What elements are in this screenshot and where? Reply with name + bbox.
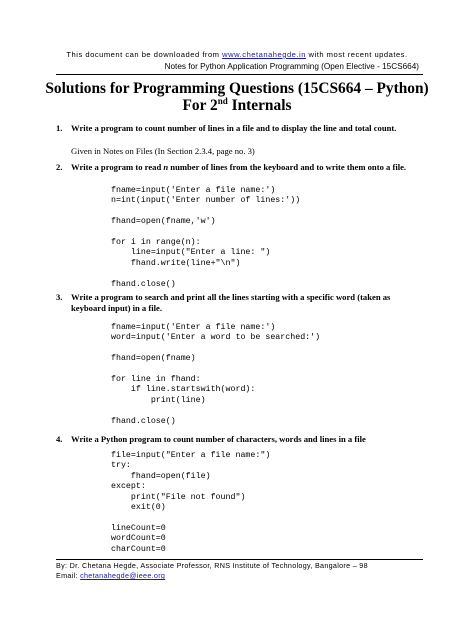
code-block-4: file=input("Enter a file name:") try: fhand=open(file) except: print("File not found") exit(0) lineCount=0 wordCount=0 charCount=0: [111, 451, 271, 554]
question-number: 2.: [56, 162, 63, 172]
download-notice: [0, 50, 474, 59]
title-line-2-post: Internals: [227, 97, 292, 114]
question-number: 3.: [56, 292, 63, 302]
question-1: [56, 123, 424, 134]
question-3: [56, 292, 424, 314]
footer-email-prefix: Email:: [56, 571, 81, 580]
question-text: [71, 162, 424, 173]
header-divider: [56, 74, 423, 75]
question-text: Write a program to search and print all the lines starting with a specific word (taken as keyboard input) in a file.: [71, 292, 391, 313]
question-1-note: Given in Notes on Files (In Section 2.3.4, page no. 3): [71, 146, 255, 156]
header-subtitle: Notes for Python Application Programming (Open Elective - 15CS664): [164, 62, 419, 71]
question-text: Write a program to count number of lines in a file and to display the line and total count.: [71, 123, 397, 133]
website-link[interactable]: www.chetanahegde.in: [222, 50, 306, 59]
page-title: [0, 80, 474, 114]
footer-email-line: [56, 571, 165, 580]
question-number: 4.: [56, 434, 63, 444]
code-block-3: fname=input('Enter a file name:') word=input('Enter a word to be searched:') fhand=open(fname) for line in fhand: if line.startswith(word): print(line) fhand.close(): [111, 323, 321, 426]
footer-author: By: Dr. Chetana Hegde, Associate Professor, RNS Institute of Technology, Bangalore – 98: [56, 561, 368, 570]
email-link[interactable]: chetanahegde@ieee.org: [80, 571, 166, 580]
question-text: Write a Python program to count number of characters, words and lines in a file: [71, 434, 366, 444]
title-line-1: Solutions for Programming Questions (15CS664 – Python): [45, 80, 429, 97]
footer-divider: [56, 559, 423, 560]
code-block-2: fname=input('Enter a file name:') n=int(input('Enter number of lines:')) fhand=open(fname,'w') for i in range(n): line=input("Enter a line: ") fhand.write(line+"\n") fhand.close(): [111, 186, 301, 289]
question-text-post: number of lines from the keyboard and to write them onto a file.: [168, 162, 407, 172]
question-number: 1.: [56, 123, 63, 133]
download-notice-suffix: with most recent updates.: [305, 50, 408, 59]
question-4: [56, 434, 424, 445]
title-line-2-pre: For 2: [182, 97, 218, 114]
question-2: [56, 162, 424, 173]
download-notice-prefix: This document can be downloaded from: [66, 50, 223, 59]
title-line-2-sup: nd: [217, 95, 228, 106]
question-text-pre: Write a program to read: [71, 162, 164, 172]
question-text-variable: n: [163, 162, 169, 172]
title-line-2: [0, 97, 474, 114]
